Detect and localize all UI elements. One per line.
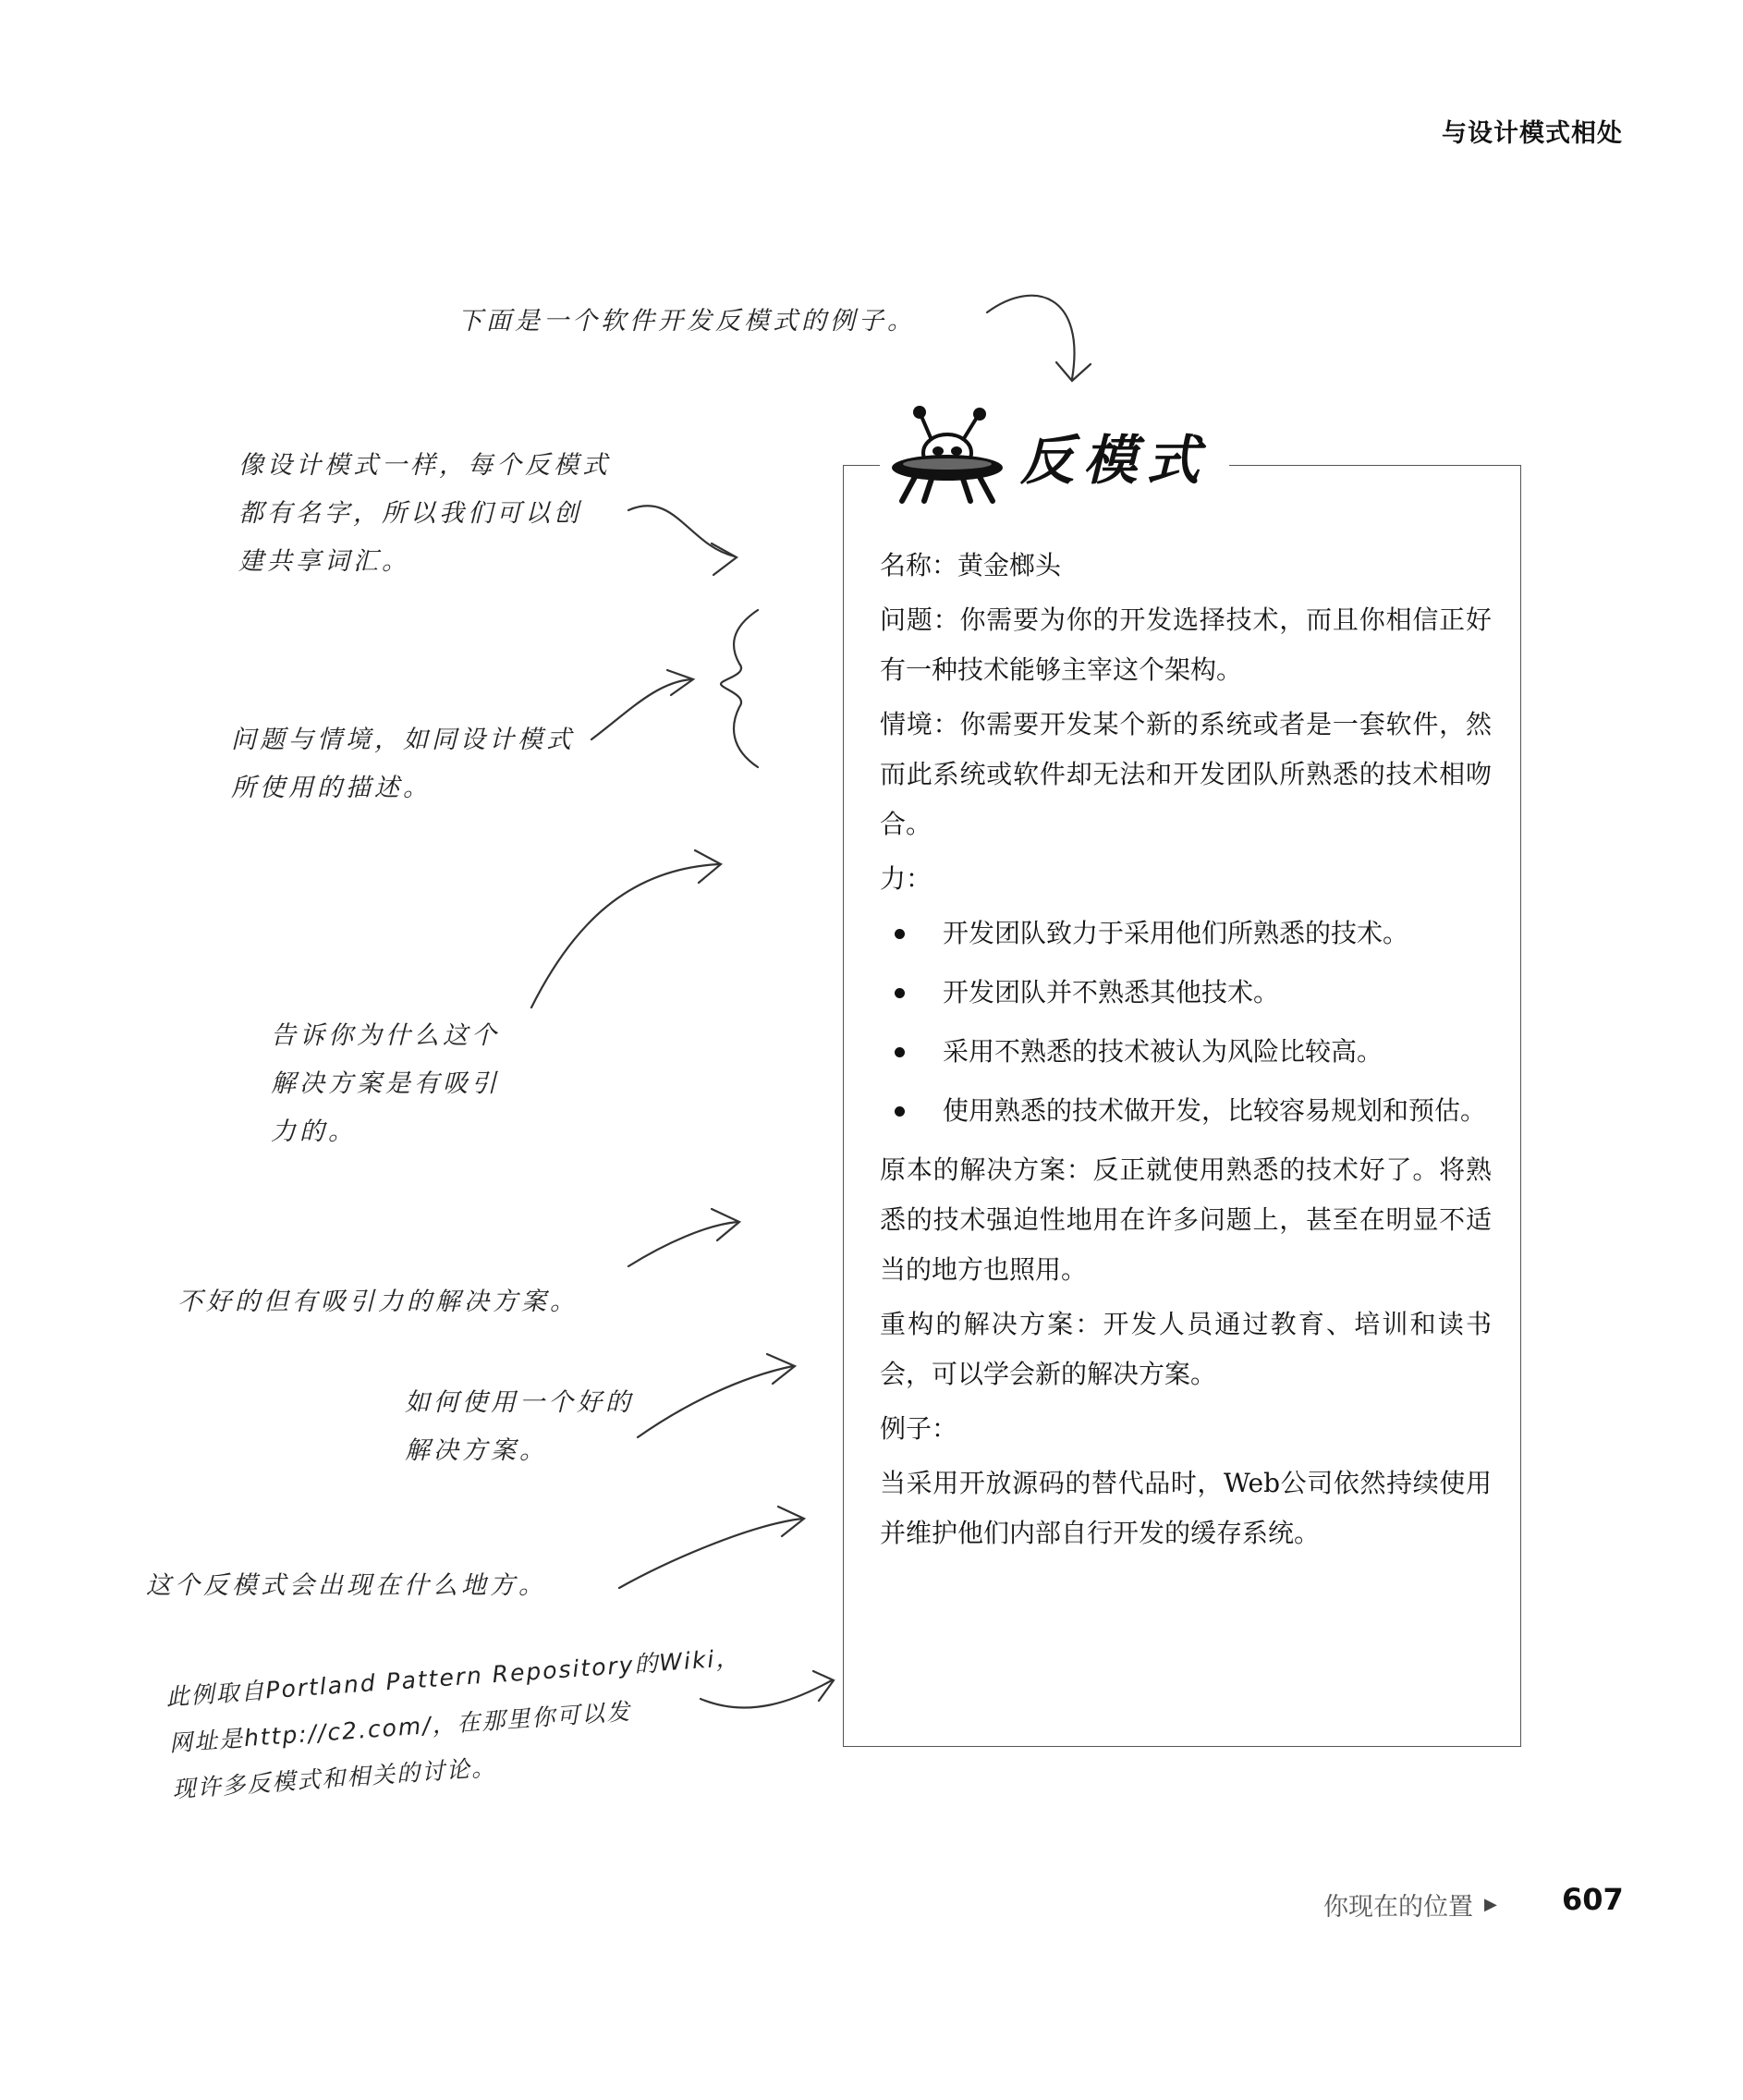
forces-label: 力： [880,863,932,894]
box-title-text: 反模式 [1020,429,1210,492]
arrow-good-head [767,1354,795,1384]
triangle-right-icon: ▶ [1484,1895,1497,1914]
force-item [880,968,1492,1018]
force-item [880,1086,1492,1136]
force-text: 使用熟悉的技术做开发，比较容易规划和预估。 [943,1095,1487,1126]
arrow-bad [628,1222,737,1266]
pattern-name: 名称：黄金榔头 [880,550,1062,580]
force-item [880,1027,1492,1077]
arrow-name-head [712,543,737,575]
note-source-line: 现许多反模式和相关的讨论。 [171,1753,497,1803]
force-text: 开发团队致力于采用他们所熟悉的技术。 [943,918,1409,948]
arrow-problem [591,679,691,739]
pattern-context: 情境：你需要开发某个新的系统或者是一套软件，然而此系统或软件却无法和开发团队所熟悉的技术相吻合。 [880,709,1492,839]
ufo-icon [887,405,1007,507]
arrow-example-head [778,1507,804,1536]
note-problem [231,716,575,812]
arrow-bad-head [712,1209,739,1240]
arrow-forces [531,864,719,1007]
anti-pattern-content [880,541,1492,1563]
example-label: 例子： [880,1413,958,1444]
supposed-solution: 原本的解决方案：反正就使用熟悉的技术好了。将熟悉的技术强迫性地用在许多问题上，甚至在明显不适当的地方也照用。 [880,1154,1492,1285]
note-name [238,442,611,586]
page-number: 607 [1562,1882,1624,1917]
note-forces-line: 力的。 [271,1117,357,1146]
note-source-line: 网址是http://c2.com/，在那里你可以发 [168,1697,633,1757]
note-name-line: 都有名字，所以我们可以创 [238,499,582,528]
note-intro-text: 下面是一个软件开发反模式的例子。 [457,307,916,336]
arrow-good [638,1366,793,1437]
arrow-intro-head [1056,362,1091,381]
footer-location [1323,1886,1497,1923]
arrow-forces-head [695,850,721,883]
force-text: 采用不熟悉的技术被认为风险比较高。 [943,1036,1383,1067]
arrow-example [619,1519,802,1588]
note-good-solution-line: 如何使用一个好的 [405,1388,634,1417]
arrow-problem-head [667,670,693,695]
brace [721,610,758,767]
chapter-header: 与设计模式相处 [1442,119,1623,148]
note-bad-solution [177,1278,579,1326]
note-intro [457,298,916,346]
force-text: 开发团队并不熟悉其他技术。 [943,977,1280,1007]
anti-pattern-title [880,396,1229,516]
note-problem-line: 所使用的描述。 [231,774,432,802]
refactored-solution: 重构的解决方案：开发人员通过教育、培训和读书会，可以学会新的解决方案。 [880,1309,1492,1389]
pattern-problem: 问题：你需要为你的开发选择技术，而且你相信正好有一种技术能够主宰这个架构。 [880,604,1492,685]
note-example [146,1562,547,1610]
note-good-solution [405,1379,634,1475]
note-forces-line: 告诉你为什么这个 [271,1021,500,1050]
note-example-text: 这个反模式会出现在什么地方。 [146,1571,547,1600]
arrow-name [628,506,735,556]
note-source [165,1635,749,1813]
arrow-intro [987,296,1075,379]
note-bad-solution-text: 不好的但有吸引力的解决方案。 [177,1288,579,1316]
note-problem-line: 问题与情境，如同设计模式 [231,726,575,754]
arrow-source-head [813,1671,834,1701]
note-source-line: 此例取自Portland Pattern Repository的Wiki， [165,1643,742,1711]
note-name-line: 像设计模式一样，每个反模式 [238,451,611,480]
note-forces [271,1012,500,1156]
forces-list [880,909,1492,1136]
note-good-solution-line: 解决方案。 [405,1436,548,1465]
example-text: 当采用开放源码的替代品时，Web公司依然持续使用并维护他们内部自行开发的缓存系统。 [880,1468,1492,1548]
note-forces-line: 解决方案是有吸引 [271,1069,500,1098]
footer-location-text: 你现在的位置 [1323,1893,1473,1922]
note-name-line: 建共享词汇。 [238,547,410,576]
force-item [880,909,1492,958]
